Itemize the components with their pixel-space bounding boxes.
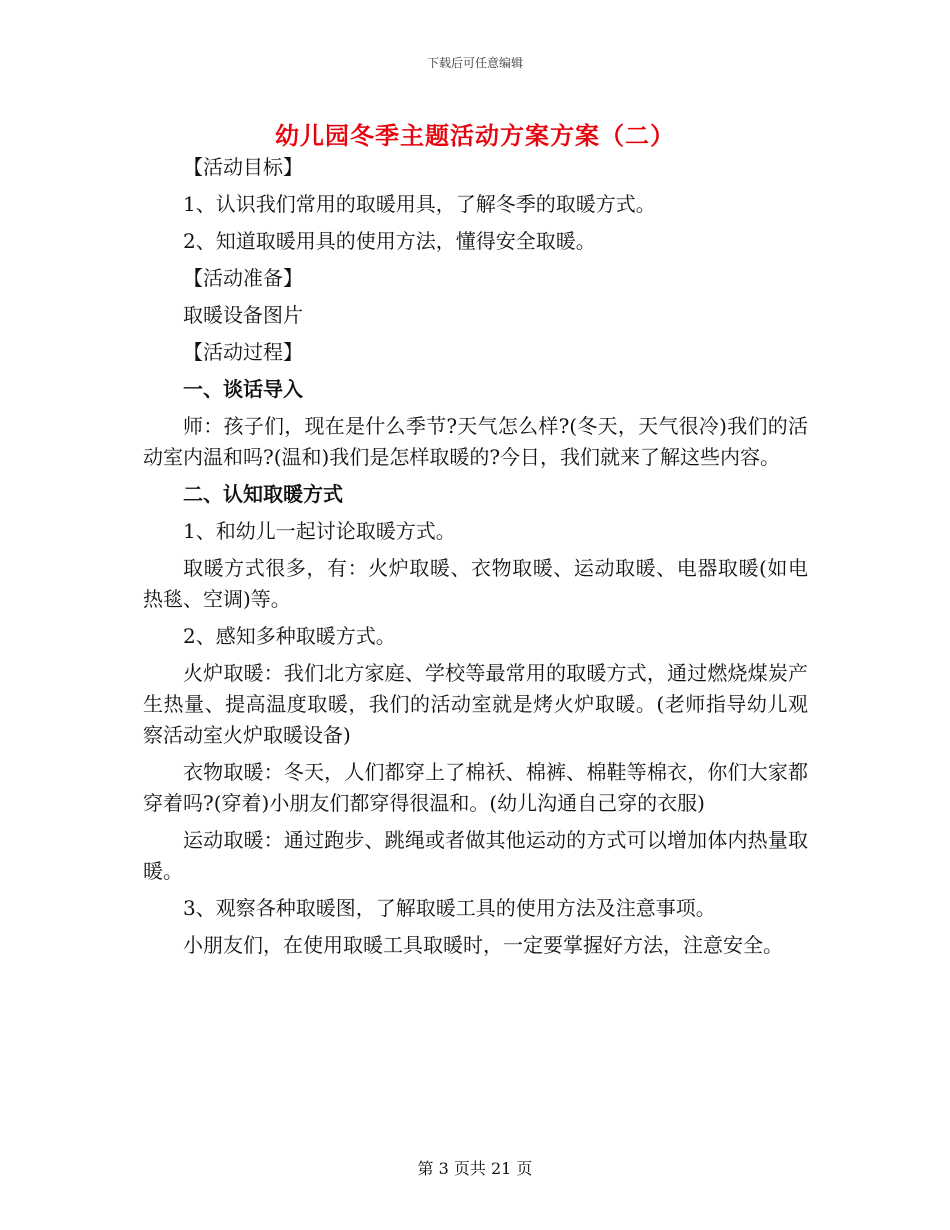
paragraph: 2、感知多种取暖方式。 — [183, 624, 396, 648]
paragraph: 师：孩子们，现在是什么季节?天气怎么样?(冬天，天气很冷)我们的活动室内温和吗?(温和)我们是怎样取暖的?今日，我们就来了解这些内容。 — [143, 414, 808, 469]
page-header: 下载后可任意编辑 — [426, 56, 523, 70]
paragraph: 3、观察各种取暖图，了解取暖工具的使用方法及注意事项。 — [183, 896, 716, 920]
paragraph: 火炉取暖：我们北方家庭、学校等最常用的取暖方式，通过燃烧煤炭产生热量、提高温度取暖，我们的活动室就是烤火炉取暖。(老师指导幼儿观察活动室火炉取暖设备) — [143, 661, 808, 747]
paragraph: 【活动目标】 — [183, 155, 303, 179]
page-footer: 第 3 页共 21 页 — [417, 1159, 533, 1178]
paragraph: 小朋友们，在使用取暖工具取暖时，一定要掌握好方法，注意安全。 — [183, 933, 783, 957]
paragraph: 1、认识我们常用的取暖用具，了解冬季的取暖方式。 — [183, 192, 656, 216]
section-heading: 二、认知取暖方式 — [183, 482, 343, 506]
paragraph: 取暖方式很多，有：火炉取暖、衣物取暖、运动取暖、电器取暖(如电热毯、空调)等。 — [143, 556, 808, 611]
paragraph: 衣物取暖：冬天，人们都穿上了棉袄、棉裤、棉鞋等棉衣，你们大家都穿着吗?(穿着)小朋友们都穿得很温和。(幼儿沟通自己穿的衣服) — [143, 760, 808, 815]
paragraph: 1、和幼儿一起讨论取暖方式。 — [183, 519, 456, 543]
document-title: 幼儿园冬季主题活动方案方案（二） — [275, 121, 675, 150]
paragraph: 运动取暖：通过跑步、跳绳或者做其他运动的方式可以增加体内热量取暖。 — [143, 828, 808, 883]
document-body — [143, 152, 808, 967]
paragraph: 2、知道取暖用具的使用方法，懂得安全取暖。 — [183, 229, 596, 253]
section-heading: 一、谈话导入 — [183, 377, 303, 401]
paragraph: 【活动过程】 — [183, 340, 303, 364]
paragraph: 【活动准备】 — [183, 266, 303, 290]
paragraph: 取暖设备图片 — [183, 303, 303, 327]
